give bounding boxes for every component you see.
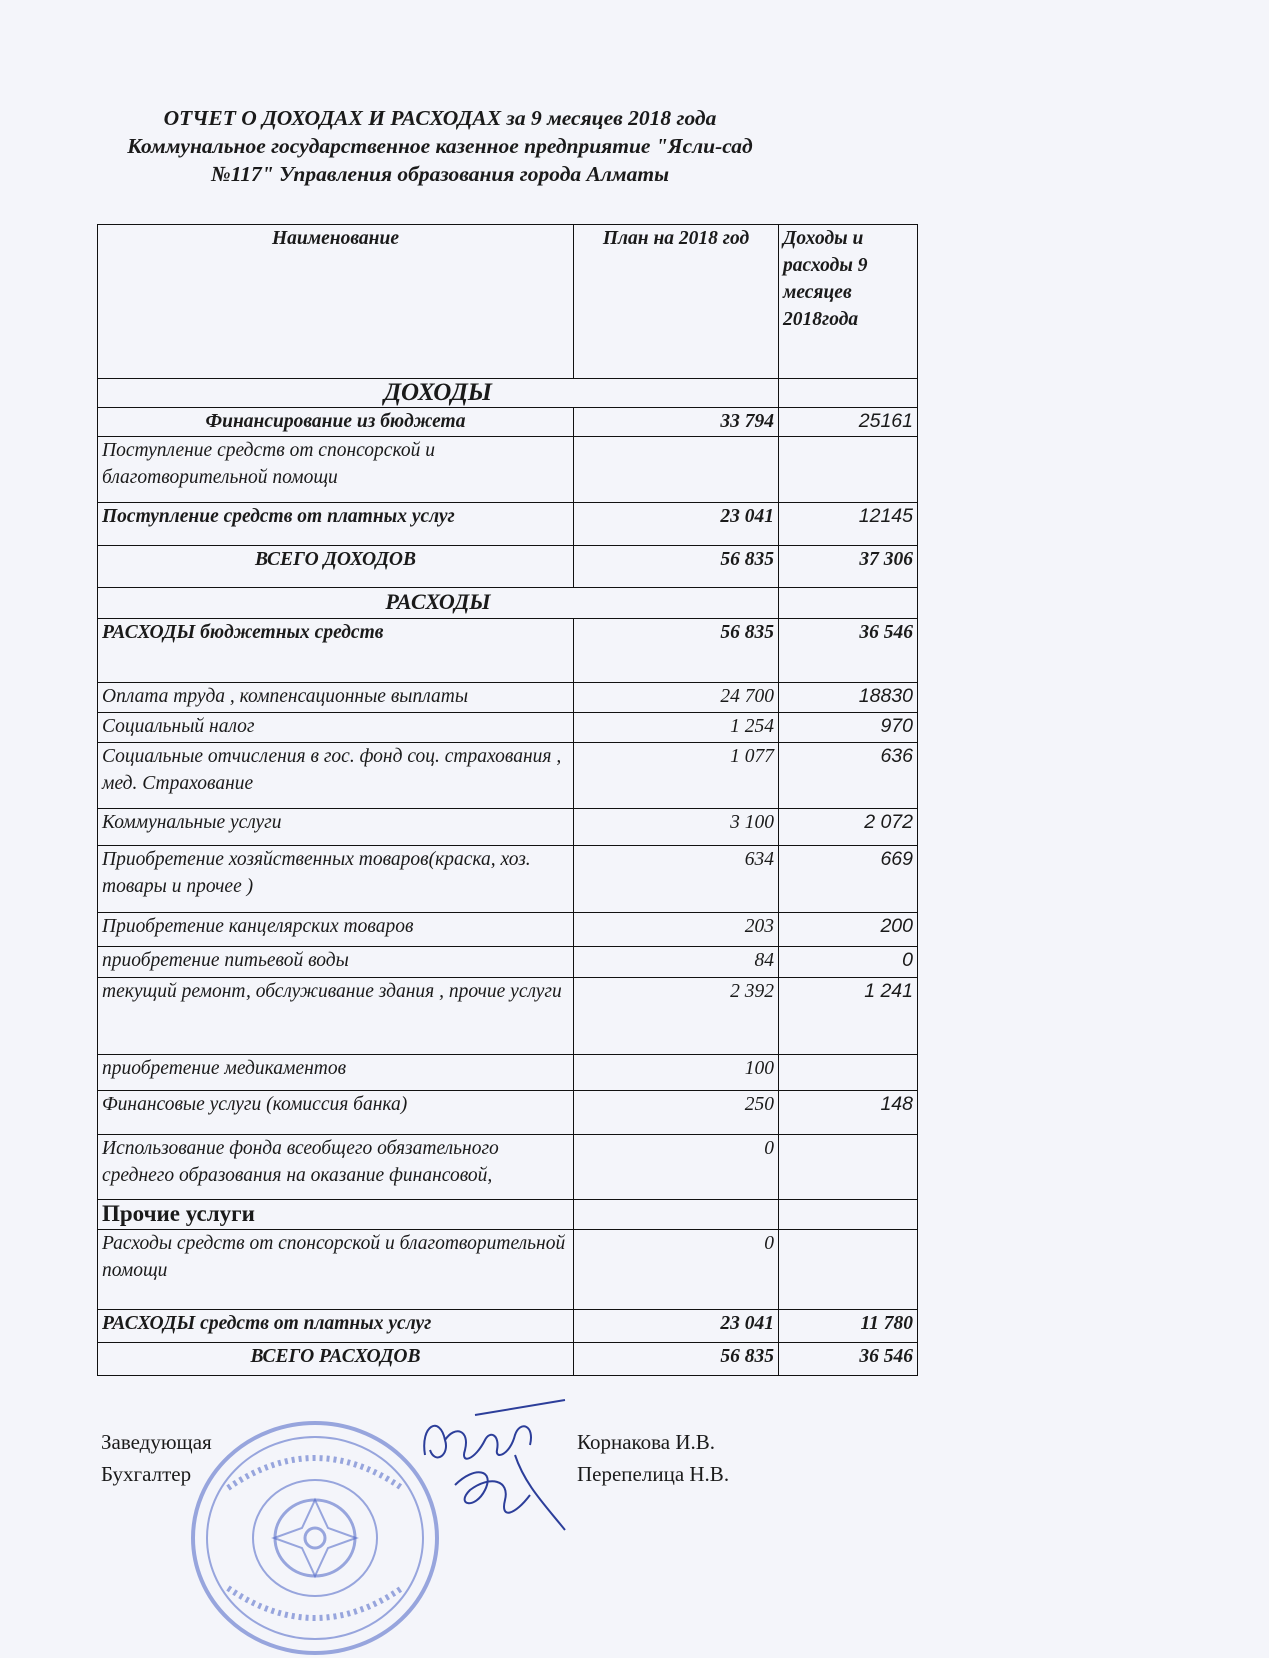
- accountant-role: Бухгалтер: [101, 1462, 192, 1486]
- row-plan: 56 835: [574, 619, 779, 683]
- row-name: текущий ремонт, обслуживание здания , прочие услуги: [98, 978, 574, 1055]
- income-total-name: ВСЕГО ДОХОДОВ: [98, 546, 574, 588]
- table-row: [98, 846, 918, 913]
- row-name: Поступление средств от спонсорской и благотворительной помощи: [98, 437, 574, 503]
- row-name: Финансовые услуги (комиссия банка): [98, 1091, 574, 1135]
- row-name: Приобретение хозяйственных товаров(краска, хоз. товары и прочее ): [98, 846, 574, 913]
- table-row: [98, 1091, 918, 1135]
- row-actual: [779, 1230, 918, 1310]
- table-row: [98, 743, 918, 809]
- row-plan: 634: [574, 846, 779, 913]
- header-plan: План на 2018 год: [574, 225, 779, 379]
- title-line-1: ОТЧЕТ О ДОХОДАХ И РАСХОДАХ за 9 месяцев 2018 года: [163, 106, 717, 130]
- row-actual: 970: [779, 713, 918, 743]
- row-plan: 100: [574, 1055, 779, 1091]
- row-plan: 23 041: [574, 503, 779, 546]
- row-plan: 0: [574, 1135, 779, 1200]
- report-title: [60, 104, 820, 188]
- income-total-row: [98, 546, 918, 588]
- table-row: [98, 683, 918, 713]
- row-plan: 250: [574, 1091, 779, 1135]
- row-name: Расходы средств от спонсорской и благотворительной помощи: [98, 1230, 574, 1310]
- row-name: Использование фонда всеобщего обязательного среднего образования на оказание финансовой,: [98, 1135, 574, 1200]
- table-row: [98, 408, 918, 437]
- signature-names: [577, 1426, 729, 1490]
- row-name: РАСХОДЫ бюджетных средств: [98, 619, 574, 683]
- row-actual: 669: [779, 846, 918, 913]
- row-actual: [779, 437, 918, 503]
- report-table: [97, 224, 918, 1376]
- income-total-actual: 37 306: [779, 546, 918, 588]
- row-actual: 0: [779, 947, 918, 978]
- row-name: Социальные отчисления в гос. фонд соц. страхования , мед. Страхование: [98, 743, 574, 809]
- row-plan: 84: [574, 947, 779, 978]
- row-plan: 2 392: [574, 978, 779, 1055]
- table-row: [98, 437, 918, 503]
- expenses-section-title: РАСХОДЫ: [98, 588, 779, 619]
- row-actual: 1 241: [779, 978, 918, 1055]
- table-row: [98, 947, 918, 978]
- paid-expenses-row: [98, 1310, 918, 1343]
- table-row: [98, 713, 918, 743]
- row-plan: 1 077: [574, 743, 779, 809]
- other-services-row: [98, 1200, 918, 1230]
- row-actual: 12145: [779, 503, 918, 546]
- row-name: приобретение медикаментов: [98, 1055, 574, 1091]
- other-services-label: Прочие услуги: [98, 1200, 574, 1230]
- row-actual: 148: [779, 1091, 918, 1135]
- row-actual: 11 780: [779, 1310, 918, 1343]
- signature-roles: [101, 1426, 212, 1490]
- table-row: [98, 1230, 918, 1310]
- row-name: Поступление средств от платных услуг: [98, 503, 574, 546]
- row-actual: 25161: [779, 408, 918, 437]
- row-name: приобретение питьевой воды: [98, 947, 574, 978]
- row-plan: 203: [574, 913, 779, 947]
- budget-expenses-row: [98, 619, 918, 683]
- header-name: Наименование: [98, 225, 574, 379]
- row-name: Приобретение канцелярских товаров: [98, 913, 574, 947]
- official-stamp: [188, 1418, 443, 1658]
- row-plan: 3 100: [574, 809, 779, 846]
- row-name: Оплата труда , компенсационные выплаты: [98, 683, 574, 713]
- income-total-plan: 56 835: [574, 546, 779, 588]
- row-actual: 200: [779, 913, 918, 947]
- expenses-total-actual: 36 546: [779, 1343, 918, 1376]
- row-actual: 2 072: [779, 809, 918, 846]
- row-name: Коммунальные услуги: [98, 809, 574, 846]
- expenses-total-plan: 56 835: [574, 1343, 779, 1376]
- head-role: Заведующая: [101, 1430, 212, 1454]
- row-plan: 23 041: [574, 1310, 779, 1343]
- signature: [415, 1395, 575, 1545]
- row-plan: 0: [574, 1230, 779, 1310]
- table-row: [98, 913, 918, 947]
- expenses-total-name: ВСЕГО РАСХОДОВ: [98, 1343, 574, 1376]
- income-section-title: ДОХОДЫ: [98, 379, 779, 408]
- row-plan: [574, 437, 779, 503]
- row-plan: 1 254: [574, 713, 779, 743]
- income-section-row: [98, 379, 918, 408]
- title-line-3: №117" Управления образования города Алматы: [211, 162, 669, 186]
- row-actual: [779, 1135, 918, 1200]
- table-row: [98, 1135, 918, 1200]
- row-actual: 36 546: [779, 619, 918, 683]
- header-actual: Доходы и расходы 9 месяцев 2018года: [779, 225, 918, 379]
- row-name: Социальный налог: [98, 713, 574, 743]
- expenses-section-row: [98, 588, 918, 619]
- row-actual: 636: [779, 743, 918, 809]
- expenses-total-row: [98, 1343, 918, 1376]
- header-row: [98, 225, 918, 379]
- row-plan: 33 794: [574, 408, 779, 437]
- row-actual: [779, 1055, 918, 1091]
- row-name: РАСХОДЫ средств от платных услуг: [98, 1310, 574, 1343]
- head-name: Корнакова И.В.: [577, 1430, 716, 1454]
- table-row: [98, 809, 918, 846]
- row-plan: 24 700: [574, 683, 779, 713]
- table-row: [98, 1055, 918, 1091]
- row-name: Финансирование из бюджета: [98, 408, 574, 437]
- title-line-2: Коммунальное государственное казенное предприятие "Ясли-сад: [127, 134, 753, 158]
- accountant-name: Перепелица Н.В.: [577, 1462, 730, 1486]
- row-actual: 18830: [779, 683, 918, 713]
- table-row: [98, 503, 918, 546]
- table-row: [98, 978, 918, 1055]
